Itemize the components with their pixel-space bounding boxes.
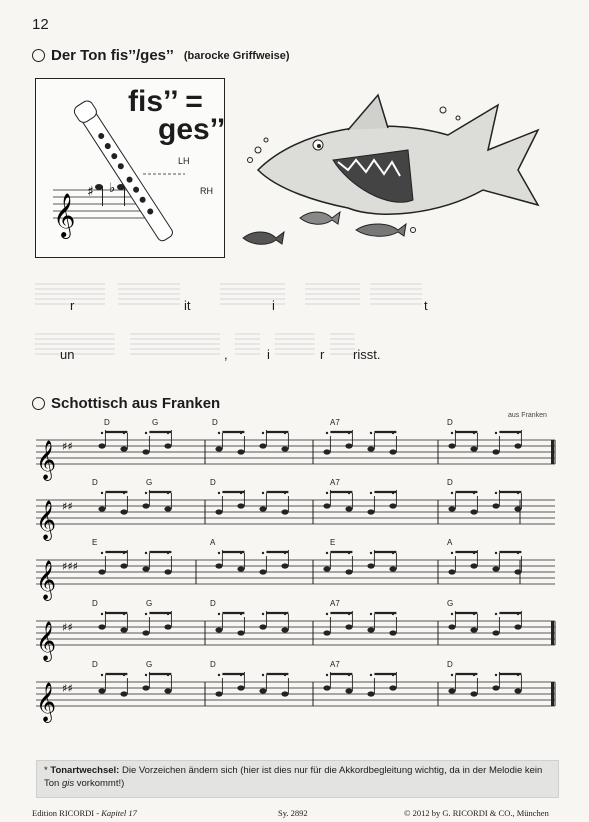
treble-clef-icon: 𝄞 xyxy=(36,621,57,661)
staccato-dot xyxy=(370,613,372,615)
note-head xyxy=(448,688,455,693)
note-head xyxy=(345,569,352,574)
staccato-dot xyxy=(145,552,147,554)
chord-symbol: D xyxy=(104,418,110,427)
note-head xyxy=(345,624,352,629)
chord-symbol: D xyxy=(210,660,216,669)
note-head xyxy=(281,509,288,514)
chord-symbol: D xyxy=(212,418,218,427)
note-head xyxy=(98,569,105,574)
note-head xyxy=(470,627,477,632)
chord-symbol: G xyxy=(447,599,454,608)
staccato-dot xyxy=(145,613,147,615)
treble-clef-icon: 𝄞 xyxy=(36,560,57,600)
note-head xyxy=(215,446,222,451)
chord-symbol: A7 xyxy=(330,599,340,608)
note-head xyxy=(142,503,149,508)
note-head xyxy=(98,506,105,511)
note-head xyxy=(259,624,266,629)
note-head xyxy=(470,563,477,568)
final-barline xyxy=(551,440,554,464)
note-head xyxy=(514,569,521,574)
staccato-dot xyxy=(145,432,147,434)
note-head xyxy=(323,685,330,690)
chord-symbol: A7 xyxy=(330,478,340,487)
treble-clef-icon: 𝄞 xyxy=(53,193,76,237)
staccato-dot xyxy=(145,674,147,676)
music-system-row xyxy=(0,662,589,724)
note-head xyxy=(514,443,521,448)
staccato-dot xyxy=(451,613,453,615)
staccato-dot xyxy=(218,552,220,554)
staccato-dot xyxy=(370,674,372,676)
svg-text:♯: ♯ xyxy=(87,184,94,200)
note-head xyxy=(281,563,288,568)
staccato-dot xyxy=(326,492,328,494)
chord-symbol: D xyxy=(92,478,98,487)
staccato-dot xyxy=(101,492,103,494)
note-head xyxy=(389,566,396,571)
note-head xyxy=(389,449,396,454)
staccato-dot xyxy=(262,432,264,434)
staccato-dot xyxy=(370,432,372,434)
right-hand-label: RH xyxy=(200,186,213,196)
chord-symbol: D xyxy=(447,660,453,669)
fis-label: fis’’ = xyxy=(128,85,203,118)
note-head xyxy=(389,503,396,508)
note-head xyxy=(514,624,521,629)
key-signature-sharps-icon: ♯♯ xyxy=(62,440,73,453)
note-head xyxy=(120,627,127,632)
staccato-dot xyxy=(101,432,103,434)
left-hand-label: LH xyxy=(178,156,190,166)
note-head xyxy=(98,443,105,448)
music-system-row xyxy=(0,601,589,663)
chord-symbol: A xyxy=(210,538,216,547)
staccato-dot xyxy=(262,613,264,615)
note-head xyxy=(448,506,455,511)
chord-symbol: D xyxy=(210,599,216,608)
chord-symbol: E xyxy=(330,538,336,547)
note-head xyxy=(323,449,330,454)
staccato-dot xyxy=(218,613,220,615)
footer-catalog: Sy. 2892 xyxy=(278,808,308,818)
staccato-dot xyxy=(218,674,220,676)
staccato-dot xyxy=(326,552,328,554)
staccato-dot xyxy=(495,552,497,554)
lyric-fragment: t xyxy=(424,298,428,313)
note-head xyxy=(323,566,330,571)
chord-symbol: D xyxy=(92,599,98,608)
note-head xyxy=(345,506,352,511)
chord-symbol: A xyxy=(447,538,453,547)
note-head xyxy=(215,509,222,514)
note-head xyxy=(98,624,105,629)
treble-clef-icon: 𝄞 xyxy=(36,682,57,722)
note-head xyxy=(514,688,521,693)
staccato-dot xyxy=(370,552,372,554)
staccato-dot xyxy=(145,492,147,494)
lyric-fragment: , xyxy=(224,347,228,362)
key-signature-sharps-icon: ♯♯ xyxy=(62,682,73,695)
note-head xyxy=(345,443,352,448)
note-head xyxy=(448,624,455,629)
staccato-dot xyxy=(101,674,103,676)
note-head xyxy=(514,506,521,511)
staccato-dot xyxy=(495,492,497,494)
note-head xyxy=(492,566,499,571)
chord-symbol: D xyxy=(447,478,453,487)
note-head xyxy=(120,563,127,568)
note-head xyxy=(215,627,222,632)
note-puzzle-staves xyxy=(30,276,560,371)
page-number: 12 xyxy=(32,16,49,33)
note-head xyxy=(237,566,244,571)
chord-symbol: D xyxy=(447,418,453,427)
note-head xyxy=(120,509,127,514)
staccato-dot xyxy=(218,432,220,434)
note-head xyxy=(164,506,171,511)
note-head xyxy=(281,691,288,696)
ges-label: ges’’ xyxy=(158,113,226,146)
note-head xyxy=(492,449,499,454)
staccato-dot xyxy=(262,552,264,554)
staccato-dot xyxy=(370,492,372,494)
note-head xyxy=(281,446,288,451)
lyric-fragment: un xyxy=(60,347,75,362)
note-head xyxy=(492,630,499,635)
note-head xyxy=(470,446,477,451)
note-head xyxy=(142,630,149,635)
section-title-text: Schottisch aus Franken xyxy=(51,395,221,412)
note-head xyxy=(367,627,374,632)
lyric-fragment: r xyxy=(320,347,325,362)
chord-symbol: G xyxy=(152,418,159,427)
note-head xyxy=(492,685,499,690)
staccato-dot xyxy=(451,552,453,554)
checkbox-circle-icon xyxy=(32,397,45,410)
chord-symbol: D xyxy=(92,660,98,669)
staccato-dot xyxy=(495,432,497,434)
music-system-row xyxy=(0,480,589,542)
note-head xyxy=(142,685,149,690)
note-head xyxy=(389,685,396,690)
key-signature-sharps-icon: ♯♯♯ xyxy=(62,560,78,573)
staccato-dot xyxy=(101,613,103,615)
note-head xyxy=(164,624,171,629)
staccato-dot xyxy=(495,674,497,676)
chord-symbol: E xyxy=(92,538,98,547)
music-system-row xyxy=(0,420,589,482)
staccato-dot xyxy=(326,613,328,615)
note-head xyxy=(448,443,455,448)
chord-symbol: A7 xyxy=(330,660,340,669)
final-barline xyxy=(551,682,554,706)
staccato-dot xyxy=(451,432,453,434)
shark-illustration xyxy=(238,90,558,255)
staccato-dot xyxy=(262,674,264,676)
note-head xyxy=(323,503,330,508)
staccato-dot xyxy=(451,674,453,676)
note-head xyxy=(323,630,330,635)
note-head xyxy=(367,691,374,696)
note-head xyxy=(237,630,244,635)
note-head xyxy=(470,691,477,696)
note-head xyxy=(164,443,171,448)
lyric-fragment: i xyxy=(267,347,270,362)
footer-copyright: © 2012 by G. RICORDI & CO., München xyxy=(404,808,549,818)
note-head xyxy=(120,446,127,451)
note-head xyxy=(345,688,352,693)
staccato-dot xyxy=(326,674,328,676)
lyric-fragment: i xyxy=(272,298,275,313)
key-signature-sharps-icon: ♯♯ xyxy=(62,621,73,634)
chord-symbol: G xyxy=(146,478,153,487)
treble-clef-icon: 𝄞 xyxy=(36,500,57,540)
staccato-dot xyxy=(451,492,453,494)
key-signature-sharps-icon: ♯♯ xyxy=(62,500,73,513)
staccato-dot xyxy=(101,552,103,554)
note-head xyxy=(367,509,374,514)
chord-symbol: G xyxy=(146,599,153,608)
note-head xyxy=(470,509,477,514)
note-head xyxy=(164,688,171,693)
section-title-schottisch xyxy=(32,395,220,412)
treble-clef-icon: 𝄞 xyxy=(36,440,57,480)
note-head xyxy=(120,691,127,696)
note-head xyxy=(98,688,105,693)
note-head xyxy=(259,443,266,448)
note-head xyxy=(142,566,149,571)
chord-symbol: D xyxy=(210,478,216,487)
note-head xyxy=(259,569,266,574)
footer-edition: Edition RICORDI - Kapitel 17 xyxy=(32,808,137,818)
section-subtitle: (barocke Griffweise) xyxy=(183,49,290,62)
lyric-fragment: r xyxy=(70,298,75,313)
note-head xyxy=(164,569,171,574)
final-barline xyxy=(551,621,554,645)
chord-symbol: G xyxy=(146,660,153,669)
staccato-dot xyxy=(218,492,220,494)
staccato-dot xyxy=(495,613,497,615)
section-title-fis-ges xyxy=(32,47,290,64)
footnote-label: Tonartwechsel: xyxy=(50,765,120,776)
note-head xyxy=(448,569,455,574)
note-head xyxy=(259,506,266,511)
note-head xyxy=(367,446,374,451)
chord-symbol: A7 xyxy=(330,418,340,427)
staccato-dot xyxy=(326,432,328,434)
note-head xyxy=(367,563,374,568)
source-note: aus Franken xyxy=(508,412,547,419)
footnote: * Tonartwechsel: Die Vorzeichen ändern sich (hier ist dies nur für die Akkordbegleitung wichtig, da in der Melodie kein Ton gis vorkommt!) xyxy=(44,765,543,789)
note-head xyxy=(237,503,244,508)
note-head xyxy=(215,563,222,568)
note-head xyxy=(237,685,244,690)
svg-text:♭: ♭ xyxy=(109,181,116,196)
note-head xyxy=(237,449,244,454)
staccato-dot xyxy=(262,492,264,494)
note-head xyxy=(281,627,288,632)
lyric-fragment: risst. xyxy=(353,347,381,362)
lyric-fragment: it xyxy=(184,298,191,313)
note-head xyxy=(142,449,149,454)
note-head xyxy=(389,630,396,635)
note-head xyxy=(215,691,222,696)
note-head xyxy=(492,503,499,508)
checkbox-circle-icon xyxy=(32,49,45,62)
music-system-row xyxy=(0,540,589,602)
note-head xyxy=(259,688,266,693)
section-title-text: Der Ton fis’’/ges’’ xyxy=(51,47,174,64)
